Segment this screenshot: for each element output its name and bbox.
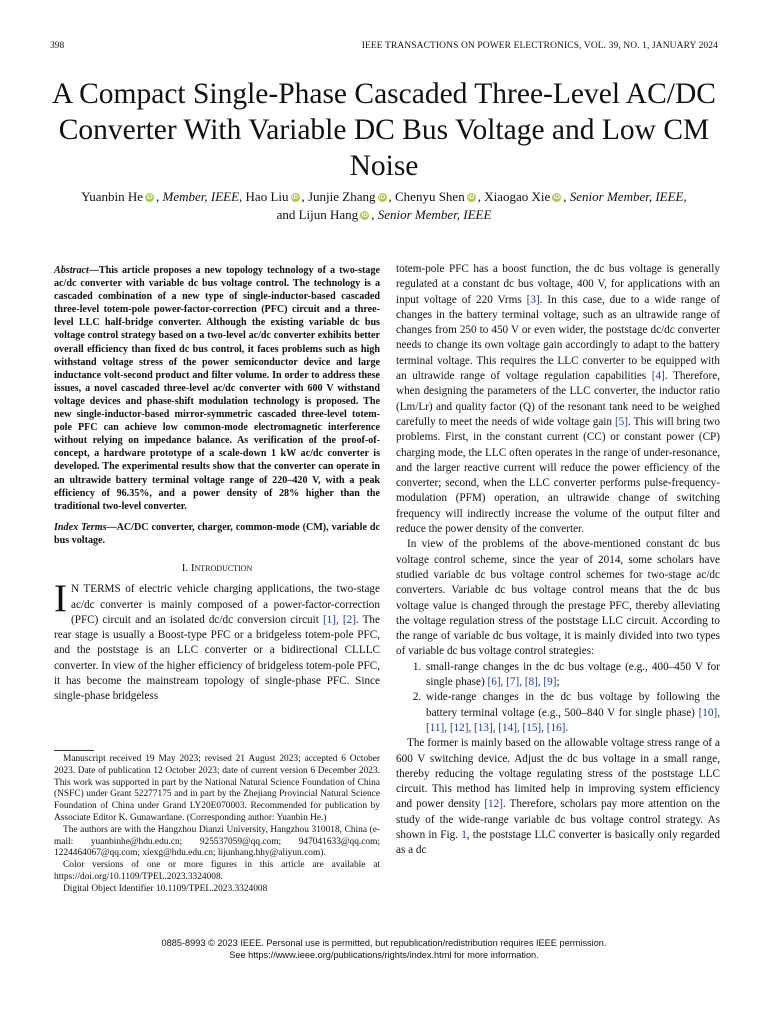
citation-link[interactable]: [12] xyxy=(484,798,503,811)
rights-url-line: See https://www.ieee.org/publications/rights/index.html for more information. xyxy=(229,949,539,960)
figure-link[interactable]: 1 xyxy=(461,828,467,841)
body-text: . In this case, due to a wide range of changes in the battery terminal voltage, such as an ultrawide range of changes from 250 to 450 V or even wider, the poststage dc/dc converter needs to change its own voltage gain accordingly to adapt to the battery terminal voltage. This requires the LLC converter to be equipped with an ultrawide range of voltage regulation capabilities xyxy=(396,293,721,383)
copyright-line: 0885-8993 © 2023 IEEE. Personal use is permitted, but republication/redistribution requires IEEE permission. xyxy=(161,938,607,948)
author-affiliation-role: , Senior Member, IEEE xyxy=(371,207,492,222)
orcid-icon[interactable]: iD xyxy=(291,194,299,201)
journal-header: IEEE TRANSACTIONS ON POWER ELECTRONICS, VOL. 39, NO. 1, JANUARY 2024 xyxy=(361,41,718,51)
list-item-text: wide-range changes in the dc bus voltage by following the battery terminal voltage (e.g., 500–840 V for single phase) xyxy=(426,691,720,719)
author-affiliation-role: , Member, IEEE xyxy=(156,189,240,204)
intro-text: . The rear stage is usually a Boost-type PFC or a bridgeless totem-pole PFC, and the poststage is an LLC converter or a bidirectional CLLLC converter. In view of the higher efficiency of bridgeless totem-pole PFC, it has become the mainstream topology of single-phase PFC. Since single-phase bridgeless xyxy=(54,613,380,703)
author-name: , Chenyu Shen xyxy=(388,189,465,204)
paper-title: A Compact Single-Phase Cascaded Three-Level AC/DC Converter With Variable DC Bus Voltage and Low CM Noise xyxy=(52,78,716,182)
index-terms-label: Index Terms xyxy=(54,521,107,533)
footnote xyxy=(54,750,380,896)
list-item-text: small-range changes in the dc bus voltage (e.g., 400–450 V for single phase) xyxy=(426,660,720,689)
left-column xyxy=(54,264,380,705)
page-number: 398 xyxy=(50,41,65,51)
citation-link[interactable]: [1], [2] xyxy=(322,613,356,626)
body-text: . Therefore, when designing the parameters of the LLC converter, the inductor ratio (Lm/Lr) and quality factor (Q) of the resonant tank need to be weighed carefully to meet the needs of wide voltage gain xyxy=(396,370,720,428)
index-terms xyxy=(54,521,380,547)
body-text: , the poststage LLC converter is basically only regarded as a dc xyxy=(396,828,720,857)
section-heading: I. Introduction xyxy=(181,561,253,574)
orcid-icon[interactable]: iD xyxy=(467,194,475,201)
footnote-rule xyxy=(54,750,94,751)
citation-link[interactable]: [3] xyxy=(526,293,540,306)
list-item xyxy=(424,660,720,691)
author-name: Yuanbin He xyxy=(81,189,143,204)
index-terms-text: —AC/DC converter, charger, common-mode (CM), variable dc bus voltage. xyxy=(54,521,380,546)
orcid-icon[interactable]: iD xyxy=(378,194,386,201)
citation-link[interactable]: [5] xyxy=(614,415,628,428)
citation-link[interactable]: [6], [7], [8], [9] xyxy=(487,676,557,689)
body-paragraph xyxy=(396,262,720,537)
body-text: The former is mainly based on the allowable voltage stress range of a 600 V switching device. Adjust the dc bus voltage in a small range, thereby reducing the voltage regulating stress of the poststage LLC circuit. This method has limited help in improving system efficiency and power density xyxy=(396,737,720,811)
footnote-affiliation: The authors are with the Hangzhou Dianzi University, Hangzhou 310018, China (e-mail: yuanbinhe@hdu.edu.cn; 925537059@qq.com; 947041633@qq.com; 1224464067@qq.com; xiexg@hdu.edu.cn; lijunhang.hhy@aliyun.com). xyxy=(54,824,380,859)
citation-link[interactable]: [10], [11], [12], [13], [14], [15], [16] xyxy=(426,706,720,734)
body-text: totem-pole PFC has a boost function, the dc bus voltage is generally regulated at a constant dc bus voltage, 400 V, for applications with an input voltage of 220 Vrms xyxy=(396,263,720,306)
author-affiliation-role: , Senior Member, IEEE, xyxy=(563,189,687,204)
author-name: , Junjie Zhang xyxy=(301,189,376,204)
footnote-color-note: Color versions of one or more figures in this article are available at https://doi.org/10.1109/TPEL.2023.3324008. xyxy=(54,860,380,882)
body-paragraph xyxy=(396,736,720,858)
author-list xyxy=(50,188,718,224)
abstract-text: —This article proposes a new topology technology of a two-stage ac/dc converter with variable dc bus voltage control. The technology is a cascaded combination of a new type of single-inductor-based cascaded three-level totem-pole power-factor-correction (PFC) circuit and a three-level LLC half-bridge converter. Although the existing variable dc bus voltage control strategy based on a two-level ac/dc converter exhibits better overall efficiency than fixed dc bus control, it faces problems such as high withstand voltage stress of the power semiconductor device and large inductance volt-second product and filter volume. In order to address these issues, a novel cascaded three-level ac/dc converter with 600 V withstand voltage devices and phase-shift modulation technology is proposed. The new single-inductor-based mirror-symmetric cascaded three-level totem-pole PFC can achieve low common-mode electromagnetic interference without relying on impedance balance. As verification of the proof-of-concept, a hardware prototype of a scale-down 1 kW ac/dc converter is developed. The experimental results show that the converter can operate in an ultrawide battery terminal voltage range of 220–420 V, with a peak efficiency of 96.35%, and a power density of 28% higher than the traditional two-level converter. xyxy=(54,265,380,512)
body-text: . This will bring two problems. First, in the constant current (CC) or constant power (CP) charging mode, the LLC often operates in the range of under-resonance, and the larger reactive current will reduce the power efficiency of the converter; second, when the LLC converter performs pulse-frequency-modulation (PFM) operation, an ultrawide change of switching frequency will indirectly increase the volume of the output filter and reduce the power density of the converter. xyxy=(396,415,720,536)
body-paragraph: In view of the problems of the above-mentioned constant dc bus voltage control scheme, since the year of 2014, some scholars have studied variable dc bus voltage control schemes for two-stage ac/dc converters. Variable dc bus voltage control means that the dc bus voltage value is changed through the prestage PFC, thereby alleviating the voltage regulation stress of the poststage LLC circuit. According to the range of variable dc bus voltage, it is mainly divided into two types of variable dc bus voltage control strategies: xyxy=(396,538,720,658)
abstract xyxy=(54,264,380,513)
list-item xyxy=(424,690,720,736)
author-name: , Xiaogao Xie xyxy=(477,189,551,204)
author-name: and Lijun Hang xyxy=(276,207,359,222)
footnote-manuscript: Manuscript received 19 May 2023; revised 21 August 2023; accepted 6 October 2023. Date of publication 12 October 2023; date of current version 6 December 2023. This work was supported in part by the National Natural Science Foundation of China (NSFC) under Grant 52277175 and in part by the Zhejiang Provincial Natural Science Foundation of China under Grand LY20E070003. Recommended for publication by Associate Editor K. Gunawardane. (Corresponding author: Yuanbin He.) xyxy=(54,754,380,823)
list-item-text: . xyxy=(565,721,569,734)
intro-paragraph xyxy=(54,577,380,704)
abstract-label: Abstract xyxy=(54,265,89,276)
author-name: , Hao Liu xyxy=(239,189,289,204)
footnote-doi: Digital Object Identifier 10.1109/TPEL.2023.3324008 xyxy=(63,883,268,894)
drop-cap: I xyxy=(54,577,67,621)
intro-text: N TERMS of electric vehicle charging applications, the two-stage ac/dc converter is mainly composed of a power-factor-correction (PFC) circuit and an isolated dc/dc conversion circuit xyxy=(71,583,380,626)
citation-link[interactable]: [4] xyxy=(651,370,665,383)
body-text: . Therefore, scholars pay more attention on the study of the wide-range variable dc bus voltage control strategy. As shown in Fig. xyxy=(396,798,720,841)
list-item-text: ; xyxy=(556,676,560,689)
strategy-list xyxy=(396,660,720,736)
copyright-notice xyxy=(40,938,728,961)
orcid-icon[interactable]: iD xyxy=(146,194,153,201)
orcid-icon[interactable]: iD xyxy=(361,212,368,219)
right-column xyxy=(396,262,720,859)
orcid-icon[interactable]: iD xyxy=(553,194,561,201)
